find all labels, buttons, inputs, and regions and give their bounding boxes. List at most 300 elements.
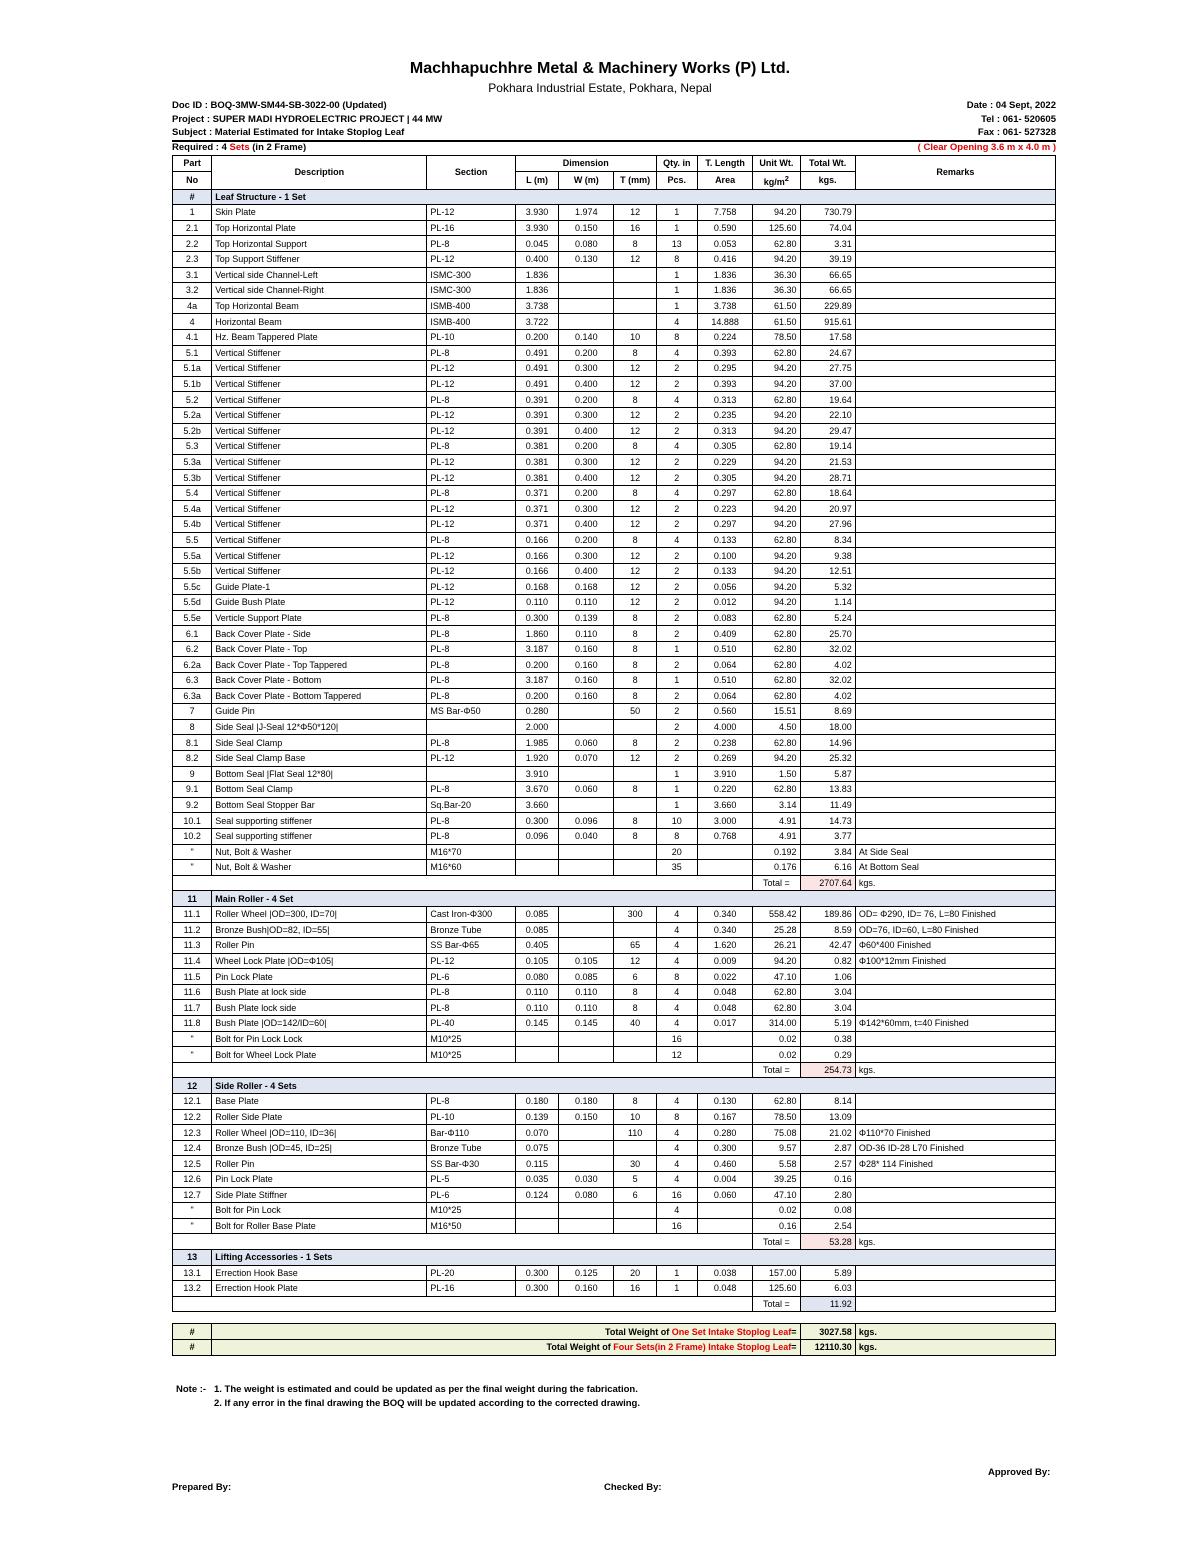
total-weight: 2.87 [800, 1140, 855, 1156]
length: 0.300 [515, 610, 558, 626]
remarks [855, 688, 1055, 704]
t-length [697, 860, 752, 876]
section: PL-12 [427, 407, 516, 423]
t-length: 0.017 [697, 1016, 752, 1032]
section-title: Lifting Accessories - 1 Sets [212, 1249, 1056, 1265]
description: Errection Hook Plate [212, 1281, 427, 1297]
description: Bush Plate at lock side [212, 984, 427, 1000]
quantity: 8 [656, 329, 697, 345]
thickness: 8 [614, 610, 656, 626]
width [559, 1031, 614, 1047]
length: 0.166 [515, 532, 558, 548]
width: 0.160 [559, 641, 614, 657]
doc-id: Doc ID : BOQ-3MW-SM44-SB-3022-00 (Updated) [172, 100, 387, 111]
description: Guide Plate-1 [212, 579, 427, 595]
remarks [855, 532, 1055, 548]
remarks: At Side Seal [855, 844, 1055, 860]
remarks [855, 735, 1055, 751]
width [559, 704, 614, 720]
thickness: 300 [614, 906, 656, 922]
total-weight: 5.89 [800, 1265, 855, 1281]
quantity: 1 [656, 673, 697, 689]
width: 0.080 [559, 1187, 614, 1203]
table-row [173, 828, 1056, 844]
total-weight: 2.54 [800, 1218, 855, 1234]
unit-weight: 36.30 [753, 283, 800, 299]
quantity: 4 [656, 345, 697, 361]
section: ISMC-300 [427, 267, 516, 283]
table-row [173, 626, 1056, 642]
table-row [173, 782, 1056, 798]
length: 0.391 [515, 407, 558, 423]
unit-weight: 94.20 [753, 563, 800, 579]
section-title: Side Roller - 4 Sets [212, 1078, 1056, 1094]
t-length: 0.409 [697, 626, 752, 642]
width [559, 1203, 614, 1219]
total-weight: 14.73 [800, 813, 855, 829]
description: Roller Wheel |OD=300, ID=70| [212, 906, 427, 922]
note-2: 2. If any error in the final drawing the BOQ will be updated according to the corrected drawing. [214, 1398, 640, 1409]
unit-weight: 94.20 [753, 501, 800, 517]
remarks [855, 205, 1055, 221]
quantity: 1 [656, 283, 697, 299]
remarks [855, 563, 1055, 579]
remarks [855, 251, 1055, 267]
width: 0.200 [559, 345, 614, 361]
t-length: 3.910 [697, 766, 752, 782]
remarks [855, 828, 1055, 844]
remarks: Φ100*12mm Finished [855, 953, 1055, 969]
fax: Fax : 061- 527328 [977, 127, 1056, 138]
col-dimension: Dimension [515, 156, 656, 172]
total-weight: 8.34 [800, 532, 855, 548]
quantity: 2 [656, 610, 697, 626]
part-no: 5.2 [173, 392, 212, 408]
total-weight: 13.83 [800, 782, 855, 798]
thickness: 12 [614, 407, 656, 423]
remarks [855, 1218, 1055, 1234]
length: 0.400 [515, 251, 558, 267]
length [515, 1203, 558, 1219]
width [559, 844, 614, 860]
total-weight: 6.03 [800, 1281, 855, 1297]
length: 0.491 [515, 345, 558, 361]
part-no: 9.2 [173, 797, 212, 813]
thickness: 12 [614, 595, 656, 611]
t-length [697, 1047, 752, 1063]
quantity: 2 [656, 423, 697, 439]
part-no: 1 [173, 205, 212, 221]
quantity: 4 [656, 1000, 697, 1016]
length: 1.985 [515, 735, 558, 751]
length: 0.371 [515, 485, 558, 501]
total-weight: 39.19 [800, 251, 855, 267]
t-length: 4.000 [697, 719, 752, 735]
part-no: 11.3 [173, 938, 212, 954]
total-weight: 29.47 [800, 423, 855, 439]
thickness: 5 [614, 1172, 656, 1188]
thickness: 12 [614, 423, 656, 439]
part-no: 2.2 [173, 236, 212, 252]
notes [176, 1383, 640, 1411]
unit-weight: 94.20 [753, 361, 800, 377]
part-no: " [173, 1047, 212, 1063]
unit-weight: 36.30 [753, 267, 800, 283]
meta-row-2 [172, 114, 1056, 125]
t-length: 3.660 [697, 797, 752, 813]
t-length [697, 1203, 752, 1219]
unit-weight: 0.02 [753, 1203, 800, 1219]
table-row [173, 1187, 1056, 1203]
table-row [173, 1156, 1056, 1172]
section: PL-6 [427, 1187, 516, 1203]
width: 0.110 [559, 626, 614, 642]
description: Skin Plate [212, 205, 427, 221]
boq-table [172, 155, 1056, 1356]
part-no: 10.1 [173, 813, 212, 829]
remarks [855, 548, 1055, 564]
meta-row-3 [172, 127, 1056, 138]
table-row [173, 735, 1056, 751]
total-weight: 9.38 [800, 548, 855, 564]
thickness: 12 [614, 953, 656, 969]
length: 0.139 [515, 1109, 558, 1125]
width: 0.300 [559, 407, 614, 423]
quantity: 12 [656, 1047, 697, 1063]
width: 0.400 [559, 517, 614, 533]
table-row [173, 595, 1056, 611]
remarks [855, 1265, 1055, 1281]
length: 3.187 [515, 641, 558, 657]
total-weight: 18.64 [800, 485, 855, 501]
quantity: 4 [656, 906, 697, 922]
table-row [173, 485, 1056, 501]
part-no: 5.2a [173, 407, 212, 423]
length: 0.300 [515, 813, 558, 829]
section: PL-12 [427, 579, 516, 595]
t-length: 1.836 [697, 283, 752, 299]
length: 0.371 [515, 501, 558, 517]
description: Nut, Bolt & Washer [212, 860, 427, 876]
total-weight: 3.04 [800, 1000, 855, 1016]
description: Bolt for Wheel Lock Plate [212, 1047, 427, 1063]
company-name: Machhapuchhre Metal & Machinery Works (P) Ltd. [409, 60, 791, 77]
table-row [173, 454, 1056, 470]
description: Bush Plate |OD=142/ID=60| [212, 1016, 427, 1032]
width: 1.974 [559, 205, 614, 221]
unit-weight: 62.80 [753, 657, 800, 673]
description: Vertical Stiffener [212, 345, 427, 361]
thickness: 20 [614, 1265, 656, 1281]
quantity: 16 [656, 1218, 697, 1234]
thickness: 12 [614, 454, 656, 470]
total-spacer [173, 1062, 753, 1078]
t-length: 0.133 [697, 563, 752, 579]
thickness [614, 298, 656, 314]
t-length: 0.297 [697, 485, 752, 501]
unit-weight: 62.80 [753, 345, 800, 361]
t-length: 0.393 [697, 345, 752, 361]
table-row [173, 1218, 1056, 1234]
remarks [855, 361, 1055, 377]
remarks [855, 501, 1055, 517]
unit-weight: 62.80 [753, 673, 800, 689]
section: Cast Iron-Φ300 [427, 906, 516, 922]
unit-weight: 94.20 [753, 205, 800, 221]
total-weight: 189.86 [800, 906, 855, 922]
width: 0.160 [559, 657, 614, 673]
t-length: 0.220 [697, 782, 752, 798]
length: 0.075 [515, 1140, 558, 1156]
total-weight: 27.75 [800, 361, 855, 377]
quantity: 8 [656, 828, 697, 844]
thickness: 8 [614, 641, 656, 657]
section: PL-12 [427, 953, 516, 969]
description: Vertical Stiffener [212, 548, 427, 564]
remarks [855, 376, 1055, 392]
part-no: 11.4 [173, 953, 212, 969]
total-weight: 25.70 [800, 626, 855, 642]
remarks: OD= Φ290, ID= 76, L=80 Finished [855, 906, 1055, 922]
table-row [173, 750, 1056, 766]
description: Pin Lock Plate [212, 1172, 427, 1188]
part-no: 5.5b [173, 563, 212, 579]
width: 0.060 [559, 782, 614, 798]
table-row [173, 470, 1056, 486]
quantity: 2 [656, 501, 697, 517]
quantity: 2 [656, 750, 697, 766]
quantity: 1 [656, 220, 697, 236]
meta-row-1 [172, 100, 1056, 111]
description: Vertical Stiffener [212, 517, 427, 533]
remarks [855, 329, 1055, 345]
thickness: 12 [614, 205, 656, 221]
quantity: 1 [656, 1265, 697, 1281]
length: 1.836 [515, 267, 558, 283]
section: PL-12 [427, 517, 516, 533]
section: PL-8 [427, 532, 516, 548]
thickness: 12 [614, 251, 656, 267]
remarks [855, 984, 1055, 1000]
width [559, 766, 614, 782]
grand-total-unit: kgs. [855, 1324, 1055, 1340]
t-length [697, 844, 752, 860]
width: 0.130 [559, 251, 614, 267]
part-no: 5.5a [173, 548, 212, 564]
grand-total-label: Total Weight of One Set Intake Stoplog Leaf= [212, 1324, 800, 1340]
remarks [855, 1109, 1055, 1125]
total-weight: 3.04 [800, 984, 855, 1000]
total-weight: 3.84 [800, 844, 855, 860]
width: 0.200 [559, 532, 614, 548]
t-length: 0.235 [697, 407, 752, 423]
section-header-row [173, 189, 1056, 205]
length: 0.110 [515, 1000, 558, 1016]
part-no: 6.2 [173, 641, 212, 657]
grand-total-value: 12110.30 [800, 1339, 855, 1355]
length [515, 1031, 558, 1047]
description: Vertical Stiffener [212, 470, 427, 486]
remarks [855, 423, 1055, 439]
unit-weight: 94.20 [753, 470, 800, 486]
total-weight: 24.67 [800, 345, 855, 361]
part-no: 13.2 [173, 1281, 212, 1297]
thickness: 12 [614, 376, 656, 392]
table-row [173, 1265, 1056, 1281]
quantity: 2 [656, 548, 697, 564]
unit-weight: 94.20 [753, 595, 800, 611]
section: SS Bar-Φ30 [427, 1156, 516, 1172]
remarks [855, 704, 1055, 720]
section: M16*60 [427, 860, 516, 876]
thickness: 8 [614, 345, 656, 361]
part-no: 12.1 [173, 1094, 212, 1110]
total-weight: 915.61 [800, 314, 855, 330]
table-row [173, 329, 1056, 345]
width [559, 860, 614, 876]
section: PL-8 [427, 782, 516, 798]
total-weight: 2.57 [800, 1156, 855, 1172]
total-weight: 0.82 [800, 953, 855, 969]
width: 0.160 [559, 688, 614, 704]
section: PL-8 [427, 626, 516, 642]
t-length: 0.238 [697, 735, 752, 751]
table-row [173, 283, 1056, 299]
total-weight: 5.24 [800, 610, 855, 626]
description: Base Plate [212, 1094, 427, 1110]
section: PL-12 [427, 563, 516, 579]
length: 3.910 [515, 766, 558, 782]
quantity: 2 [656, 735, 697, 751]
thickness [614, 719, 656, 735]
t-length: 0.300 [697, 1140, 752, 1156]
unit-weight: 125.60 [753, 1281, 800, 1297]
width [559, 922, 614, 938]
quantity: 4 [656, 938, 697, 954]
length: 0.105 [515, 953, 558, 969]
quantity: 1 [656, 641, 697, 657]
section: PL-6 [427, 969, 516, 985]
t-length: 0.048 [697, 1000, 752, 1016]
company-address: Pokhara Industrial Estate, Pokhara, Nepal [488, 81, 712, 95]
description: Top Support Stiffener [212, 251, 427, 267]
thickness: 8 [614, 984, 656, 1000]
thickness [614, 797, 656, 813]
width: 0.300 [559, 501, 614, 517]
quantity: 10 [656, 813, 697, 829]
section-part-no: 12 [173, 1078, 212, 1094]
total-spacer [173, 1234, 753, 1250]
total-weight: 4.02 [800, 688, 855, 704]
section: ISMB-400 [427, 314, 516, 330]
col-remarks: Remarks [855, 156, 1055, 190]
quantity: 4 [656, 392, 697, 408]
description: Top Horizontal Support [212, 236, 427, 252]
col-w: W (m) [559, 171, 614, 189]
remarks [855, 392, 1055, 408]
thickness: 50 [614, 704, 656, 720]
description: Bronze Bush|OD=82, ID=55| [212, 922, 427, 938]
length: 0.180 [515, 1094, 558, 1110]
unit-weight: 62.80 [753, 485, 800, 501]
part-no: 5.5e [173, 610, 212, 626]
total-weight: 229.89 [800, 298, 855, 314]
table-row [173, 205, 1056, 221]
unit-weight: 39.25 [753, 1172, 800, 1188]
length: 0.200 [515, 329, 558, 345]
part-no: 11.7 [173, 1000, 212, 1016]
t-length: 0.305 [697, 470, 752, 486]
width: 0.105 [559, 953, 614, 969]
total-weight: 28.71 [800, 470, 855, 486]
description: Errection Hook Base [212, 1265, 427, 1281]
t-length: 0.510 [697, 641, 752, 657]
section: ISMB-400 [427, 298, 516, 314]
remarks [855, 1031, 1055, 1047]
unit-weight: 1.50 [753, 766, 800, 782]
part-no: 9 [173, 766, 212, 782]
description: Bolt for Pin Lock [212, 1203, 427, 1219]
unit-weight: 3.14 [753, 797, 800, 813]
section: M16*50 [427, 1218, 516, 1234]
section-header-row [173, 1078, 1056, 1094]
col-t: T (mm) [614, 171, 656, 189]
table-row [173, 532, 1056, 548]
t-length: 3.000 [697, 813, 752, 829]
table-row [173, 392, 1056, 408]
notes-label: Note :- [176, 1384, 207, 1395]
description: Vertical side Channel-Left [212, 267, 427, 283]
description: Roller Side Plate [212, 1109, 427, 1125]
total-weight: 12.51 [800, 563, 855, 579]
remarks: Φ28* 114 Finished [855, 1156, 1055, 1172]
thickness: 10 [614, 329, 656, 345]
width: 0.085 [559, 969, 614, 985]
spacer-row [173, 1312, 1056, 1324]
t-length: 0.083 [697, 610, 752, 626]
unit-weight: 0.16 [753, 1218, 800, 1234]
unit-weight: 61.50 [753, 298, 800, 314]
length: 3.722 [515, 314, 558, 330]
remarks [855, 1172, 1055, 1188]
width [559, 938, 614, 954]
doc-date: Date : 04 Sept, 2022 [966, 100, 1056, 111]
remarks [855, 407, 1055, 423]
part-no: 3.1 [173, 267, 212, 283]
thickness [614, 283, 656, 299]
table-row [173, 906, 1056, 922]
thickness: 8 [614, 626, 656, 642]
table-row [173, 1109, 1056, 1125]
meta-row-4 [172, 142, 1056, 153]
remarks [855, 220, 1055, 236]
unit-weight: 0.02 [753, 1031, 800, 1047]
remarks [855, 595, 1055, 611]
quantity: 2 [656, 579, 697, 595]
table-header [173, 156, 1056, 190]
description: Bronze Bush |OD=45, ID=25| [212, 1140, 427, 1156]
thickness: 12 [614, 579, 656, 595]
table-row [173, 376, 1056, 392]
section: PL-8 [427, 485, 516, 501]
part-no: 4.1 [173, 329, 212, 345]
thickness: 12 [614, 501, 656, 517]
section: Sq.Bar-20 [427, 797, 516, 813]
table-row [173, 938, 1056, 954]
total-weight: 13.09 [800, 1109, 855, 1125]
width: 0.070 [559, 750, 614, 766]
t-length: 0.060 [697, 1187, 752, 1203]
